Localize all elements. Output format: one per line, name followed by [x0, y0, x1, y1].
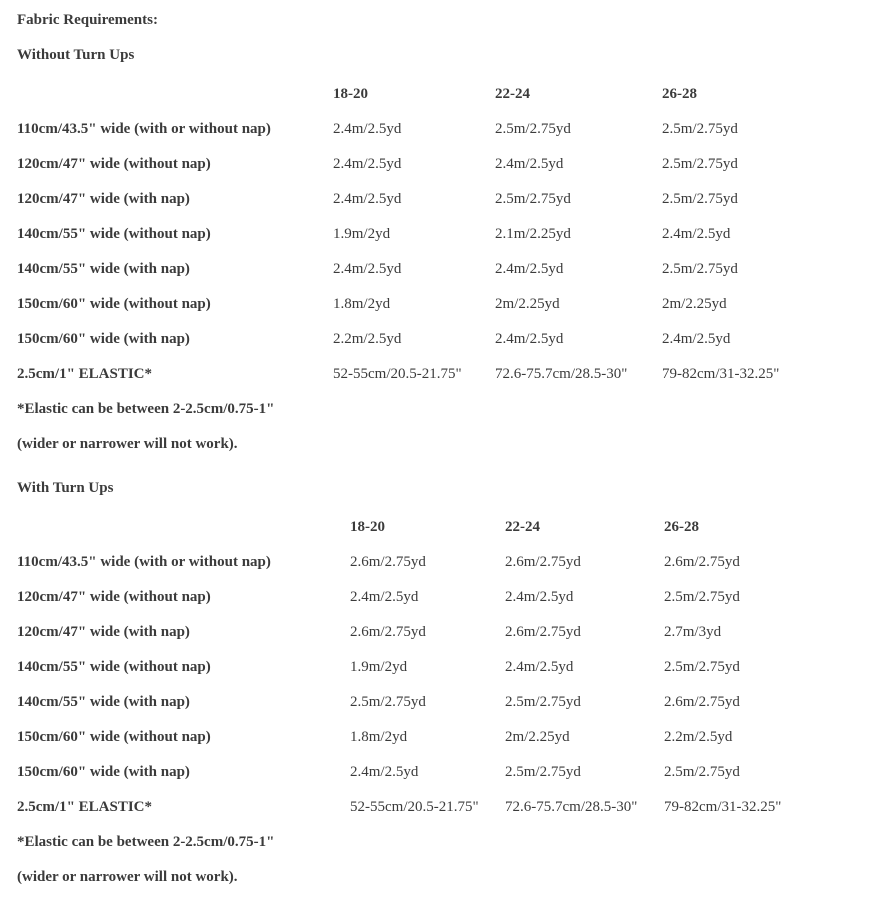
fabric-table-without-turn-ups [17, 83, 872, 398]
elastic-note: *Elastic can be between 2-2.5cm/0.75-1" [17, 834, 275, 850]
cell-value: 2.5m/2.75yd [662, 156, 738, 172]
header-spacer [17, 516, 350, 551]
cell-value: 1.8m/2yd [333, 296, 391, 312]
row-label: 120cm/47" wide (with nap) [17, 624, 190, 640]
elastic-note-continued: (wider or narrower will not work). [17, 436, 238, 452]
row-label: 110cm/43.5" wide (with or without nap) [17, 121, 271, 137]
cell-value: 2.5m/2.75yd [662, 121, 738, 137]
table-row [17, 656, 872, 691]
cell-value: 2.6m/2.75yd [664, 554, 740, 570]
table-row [17, 223, 872, 258]
cell-value: 2.5m/2.75yd [505, 694, 581, 710]
cell-value: 2.6m/2.75yd [505, 624, 581, 640]
column-header-size-22-24: 22-24 [505, 519, 540, 535]
table-row [17, 188, 872, 223]
cell-value: 2m/2.25yd [495, 296, 560, 312]
column-header-size-18-20: 18-20 [333, 86, 368, 102]
row-label: 140cm/55" wide (with nap) [17, 261, 190, 277]
row-label: 150cm/60" wide (without nap) [17, 296, 211, 312]
cell-value: 2.5m/2.75yd [495, 191, 571, 207]
cell-value: 2.4m/2.5yd [662, 226, 731, 242]
cell-value: 2m/2.25yd [662, 296, 727, 312]
table-row [17, 726, 872, 761]
header-spacer [17, 83, 333, 118]
cell-value: 2.6m/2.75yd [664, 694, 740, 710]
row-label: 140cm/55" wide (without nap) [17, 659, 211, 675]
cell-value: 2.5m/2.75yd [495, 121, 571, 137]
cell-value: 2.4m/2.5yd [495, 156, 564, 172]
row-label: 140cm/55" wide (without nap) [17, 226, 211, 242]
table-row [17, 258, 872, 293]
cell-value: 2.5m/2.75yd [505, 764, 581, 780]
cell-value: 2.6m/2.75yd [350, 624, 426, 640]
cell-value: 2.4m/2.5yd [350, 764, 419, 780]
cell-value: 2.5m/2.75yd [350, 694, 426, 710]
column-header-size-26-28: 26-28 [664, 519, 699, 535]
row-label: 2.5cm/1" ELASTIC* [17, 366, 153, 382]
elastic-note: *Elastic can be between 2-2.5cm/0.75-1" [17, 401, 275, 417]
table-row [17, 328, 872, 363]
cell-value: 1.9m/2yd [350, 659, 408, 675]
cell-value: 2.5m/2.75yd [662, 191, 738, 207]
section-heading-without-turn-ups: Without Turn Ups [17, 47, 135, 63]
column-header-size-22-24: 22-24 [495, 86, 530, 102]
table-header-row [17, 83, 872, 118]
table-row [17, 293, 872, 328]
section-heading-with-turn-ups: With Turn Ups [17, 480, 114, 496]
table-row [17, 153, 872, 188]
table-header-row [17, 516, 872, 551]
cell-value: 2.4m/2.5yd [505, 589, 574, 605]
fabric-table-with-turn-ups [17, 516, 872, 831]
row-label: 120cm/47" wide (with nap) [17, 191, 190, 207]
table-row-elastic [17, 796, 872, 831]
cell-value: 1.8m/2yd [350, 729, 408, 745]
row-label: 2.5cm/1" ELASTIC* [17, 799, 153, 815]
table-row [17, 586, 872, 621]
cell-value: 2.4m/2.5yd [333, 156, 402, 172]
cell-value: 2.5m/2.75yd [664, 764, 740, 780]
cell-value: 2m/2.25yd [505, 729, 570, 745]
cell-value: 1.9m/2yd [333, 226, 391, 242]
page-title: Fabric Requirements: [17, 12, 158, 28]
table-row-elastic [17, 363, 872, 398]
cell-value: 2.5m/2.75yd [662, 261, 738, 277]
cell-value: 79-82cm/31-32.25" [664, 799, 782, 815]
row-label: 120cm/47" wide (without nap) [17, 589, 211, 605]
cell-value: 2.4m/2.5yd [495, 261, 564, 277]
cell-value: 72.6-75.7cm/28.5-30" [495, 366, 628, 382]
row-label: 150cm/60" wide (with nap) [17, 331, 190, 347]
table-row [17, 118, 872, 153]
cell-value: 72.6-75.7cm/28.5-30" [505, 799, 638, 815]
row-label: 120cm/47" wide (without nap) [17, 156, 211, 172]
cell-value: 2.1m/2.25yd [495, 226, 571, 242]
cell-value: 2.4m/2.5yd [350, 589, 419, 605]
table-row [17, 551, 872, 586]
cell-value: 2.4m/2.5yd [662, 331, 731, 347]
cell-value: 2.6m/2.75yd [505, 554, 581, 570]
cell-value: 2.2m/2.5yd [664, 729, 733, 745]
cell-value: 2.4m/2.5yd [505, 659, 574, 675]
cell-value: 2.5m/2.75yd [664, 589, 740, 605]
cell-value: 79-82cm/31-32.25" [662, 366, 780, 382]
table-row [17, 621, 872, 656]
row-label: 150cm/60" wide (with nap) [17, 764, 190, 780]
cell-value: 52-55cm/20.5-21.75" [350, 799, 479, 815]
cell-value: 2.6m/2.75yd [350, 554, 426, 570]
cell-value: 2.4m/2.5yd [495, 331, 564, 347]
cell-value: 2.2m/2.5yd [333, 331, 402, 347]
cell-value: 2.5m/2.75yd [664, 659, 740, 675]
cell-value: 2.7m/3yd [664, 624, 722, 640]
cell-value: 2.4m/2.5yd [333, 261, 402, 277]
elastic-note-continued: (wider or narrower will not work). [17, 869, 238, 885]
row-label: 110cm/43.5" wide (with or without nap) [17, 554, 271, 570]
row-label: 140cm/55" wide (with nap) [17, 694, 190, 710]
column-header-size-18-20: 18-20 [350, 519, 385, 535]
column-header-size-26-28: 26-28 [662, 86, 697, 102]
table-row [17, 691, 872, 726]
cell-value: 2.4m/2.5yd [333, 191, 402, 207]
row-label: 150cm/60" wide (without nap) [17, 729, 211, 745]
table-row [17, 761, 872, 796]
cell-value: 52-55cm/20.5-21.75" [333, 366, 462, 382]
cell-value: 2.4m/2.5yd [333, 121, 402, 137]
